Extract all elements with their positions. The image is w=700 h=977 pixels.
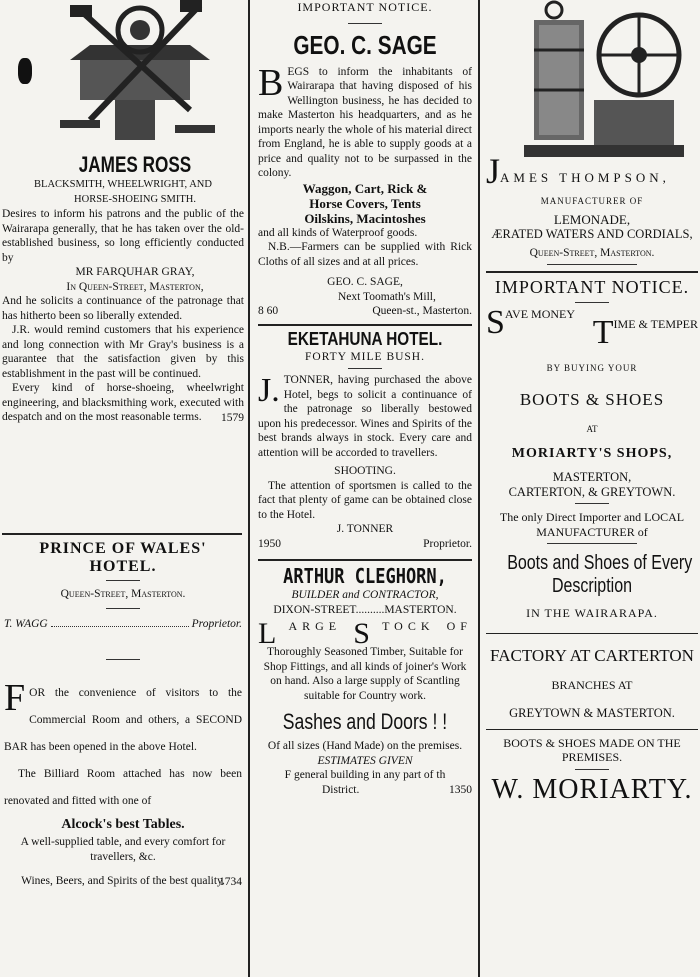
advert-paragraph: Wines, Beers, and Spirits of the best quality.: [21, 875, 225, 887]
save-text: AVE MONEY: [504, 307, 576, 321]
district-label: District.: [322, 783, 360, 796]
column-rule-right: [478, 0, 480, 977]
trades-line: BLACKSMITH, WHEELWRIGHT, AND: [34, 179, 212, 190]
advert-number: 1350: [449, 783, 472, 796]
drop-cap: J: [486, 151, 501, 191]
sashes-line: Sashes and Doors ! !: [282, 709, 448, 734]
drop-cap: S: [486, 304, 505, 341]
stock-word: TOCK: [382, 619, 435, 633]
advert-paragraph: The attention of sportsmen is called to the fact that plenty of game can be obtained close to the Hotel.: [258, 479, 472, 521]
eketahuna-body: [258, 373, 472, 460]
short-rule: [575, 302, 609, 303]
short-rule: [348, 368, 382, 369]
signature-line: Queen-st., Masterton.: [372, 305, 472, 317]
goods-line: Waggon, Cart, Rick &: [302, 180, 428, 196]
leader-dots: [51, 617, 189, 628]
column-left: [0, 0, 248, 977]
drop-cap: T: [592, 314, 614, 351]
signature-row: [258, 537, 472, 552]
address-line: DIXON-STREET..........MASTERTON.: [273, 603, 457, 616]
trade-line: BUILDER and CONTRACTOR,: [291, 589, 439, 601]
advert-title: ARTHUR CLEGHORN,: [283, 564, 447, 588]
thompson-heading: [486, 151, 698, 191]
proprietor-name: T. WAGG: [4, 617, 48, 630]
aerated-water-machinery-engraving: [524, 0, 684, 160]
advert-number: 1950: [258, 537, 281, 550]
notice-heading: IMPORTANT NOTICE.: [297, 0, 433, 14]
advert-number: 1579: [221, 411, 244, 424]
estimates-line: ESTIMATES GIVEN: [317, 754, 413, 767]
advert-paragraph: Of all sizes (Hand Made) on the premises.: [267, 740, 463, 752]
advert-paragraph: Every kind of horse-shoeing, wheelwright engineering, and blacksmithing work, executed with despatch and on the most reasonable terms.: [2, 382, 244, 423]
prince-body: [4, 677, 242, 761]
short-rule: [575, 503, 609, 504]
signature-line: GEO. C. SAGE,: [327, 276, 403, 288]
short-rule: [106, 608, 140, 609]
advert-paragraph: A well-supplied table, and every comfort for travellers, &c.: [20, 836, 226, 863]
branch-towns-line: GREYTOWN & MASTERTON.: [509, 706, 675, 720]
branches-line: BRANCHES AT: [551, 677, 633, 692]
advert-title: JAMES ROSS: [78, 152, 192, 177]
towns-line: MASTERTON,: [552, 470, 632, 484]
advert-divider: [486, 633, 698, 634]
advert-title: EKETAHUNA HOTEL.: [287, 328, 443, 349]
advert-paragraph: And he solicits a continuance of the patronage that has hitherto been so liberally extended.: [2, 295, 244, 322]
advert-title: PRINCE OF WALES': [39, 540, 207, 557]
advert-paragraph: and all kinds of Waterproof goods.: [258, 226, 418, 239]
address-line: Queen-Street, Masterton.: [60, 588, 186, 600]
short-rule: [106, 580, 140, 581]
advert-number: 8 60: [258, 305, 279, 317]
predecessor-name: MR FARQUHAR GRAY,: [75, 266, 195, 278]
advert-number: 1734: [219, 875, 242, 888]
advert-title: HOTEL.: [89, 558, 157, 575]
advert-paragraph: OR the convenience of visitors to the Commercial Room and others, a SECOND BAR has been opened in the above Hotel.: [4, 687, 242, 753]
column-right: [482, 0, 700, 977]
advert-divider: [258, 324, 472, 326]
short-rule: [575, 769, 609, 770]
advert-paragraph: TONNER, having purchased the above Hotel, begs to solicit a continuance of the patronage so liberally bestowed upon his predecessor. Wines and Spirits of the best brands always in stock. Every care and attention will be accorded to travellers.: [258, 374, 472, 459]
shops-line: MORIARTY'S SHOPS,: [511, 446, 673, 461]
made-line: PREMISES.: [561, 750, 623, 764]
product-line: ÆRATED WATERS AND CORDIALS,: [491, 227, 693, 241]
advert-paragraph: N.B.—Farmers can be supplied with Rick Cloths of all sizes and at all prices.: [258, 241, 472, 268]
signature-line: W. MORIARTY.: [491, 773, 693, 805]
proprietor-label: Proprietor.: [423, 537, 472, 550]
save-block: [486, 304, 576, 341]
short-rule: [547, 543, 637, 544]
trade-line: MANUFACTURER OF: [540, 196, 644, 206]
product-line: LEMONADE,: [553, 211, 631, 227]
short-rule: [348, 23, 382, 24]
signature-row: [258, 304, 472, 319]
signature-line: Next Toomath's Mill,: [338, 290, 436, 303]
column-middle: [252, 0, 478, 977]
time-text: IME & TEMPER: [613, 317, 698, 331]
tables-line: Alcock's best Tables.: [61, 817, 185, 832]
advert-divider: [486, 271, 698, 273]
factory-line: FACTORY AT CARTERTON: [490, 645, 694, 665]
buying-line: BY BUYING YOUR: [546, 363, 638, 373]
blacksmith-tools-engraving: [60, 0, 220, 150]
advert-paragraph: Desires to inform his patrons and the public of the Wairarapa generally, that he has taken over the old-established business, so long efficiently conducted by: [2, 208, 244, 264]
advert-divider: [2, 533, 242, 535]
sage-body: [258, 61, 472, 181]
stock-word: OF: [446, 619, 472, 633]
importer-line: The only Direct Importer and LOCAL: [499, 510, 685, 524]
towns-line: CARTERTON, & GREYTOWN.: [508, 484, 676, 499]
column-rule-left: [248, 0, 250, 977]
advert-title: AMES THOMPSON,: [500, 170, 670, 185]
trades-line: HORSE-SHOEING SMITH.: [74, 193, 196, 205]
drop-cap: B: [258, 61, 284, 104]
advert-title: GEO. C. SAGE: [293, 29, 437, 60]
advert-paragraph: J.R. would remind customers that his experience and long connection with Mr Gray's business is a guarantee that the satisfaction given by this establishment in the past will be continued.: [2, 324, 244, 380]
prince-of-wales-advert: [0, 540, 248, 889]
save-money-line: [486, 304, 698, 351]
boots-line: BOOTS & SHOES: [519, 389, 665, 409]
advert-paragraph: EGS to inform the inhabitants of Wairarapa that having disposed of his Wellington business, he has decided to make Masterton his headquarters, and as he imports nearly the whole of his material direct from England, he is able to supply goods at a price and quality not to be surpassed in the colony.: [258, 65, 472, 179]
time-block: [592, 314, 698, 351]
region-line: IN THE WAIRARAPA.: [526, 606, 658, 620]
at-line: AT: [586, 423, 598, 434]
signature-row: [258, 783, 472, 798]
advert-divider: [486, 729, 698, 730]
address-line: Queen-Street, Masterton.: [529, 246, 655, 259]
advert-paragraph: Thoroughly Seasoned Timber, Suitable for Shop Fittings, and all kinds of joiner's Work on hand. Also a large supply of Scantling suitable for Country work.: [263, 646, 467, 702]
drop-cap: S: [353, 617, 370, 650]
signature-line: J. TONNER: [336, 523, 394, 535]
notice-heading: IMPORTANT NOTICE.: [494, 277, 690, 297]
drop-cap: L: [258, 617, 277, 650]
james-ross-advert: [0, 152, 248, 425]
proprietor-line: [4, 617, 242, 632]
importer-line: MANUFACTURER of: [536, 524, 648, 539]
location-line: In Queen-Street, Masterton,: [66, 280, 204, 293]
advert-paragraph: F general building in any part of th: [284, 769, 446, 781]
big-heading: Boots and Shoes of Every: [507, 552, 693, 574]
big-heading: Description: [551, 575, 633, 597]
section-heading: SHOOTING.: [334, 465, 396, 477]
made-line: BOOTS & SHOES MADE ON THE: [503, 735, 681, 750]
goods-line: Oilskins, Macintoshes: [304, 210, 426, 226]
ink-blot: [18, 58, 32, 84]
short-rule: [547, 264, 637, 265]
drop-cap: J.: [258, 372, 280, 409]
drop-cap: F: [4, 677, 26, 719]
stock-word: ARGE: [288, 619, 342, 633]
advert-paragraph: The Billiard Room attached has now been renovated and fitted with one of: [4, 768, 242, 807]
advert-divider: [258, 559, 472, 561]
short-rule: [106, 659, 140, 660]
advert-subtitle: FORTY MILE BUSH.: [305, 350, 425, 363]
proprietor-label: Proprietor.: [191, 617, 242, 630]
goods-line: Horse Covers, Tents: [309, 195, 421, 211]
